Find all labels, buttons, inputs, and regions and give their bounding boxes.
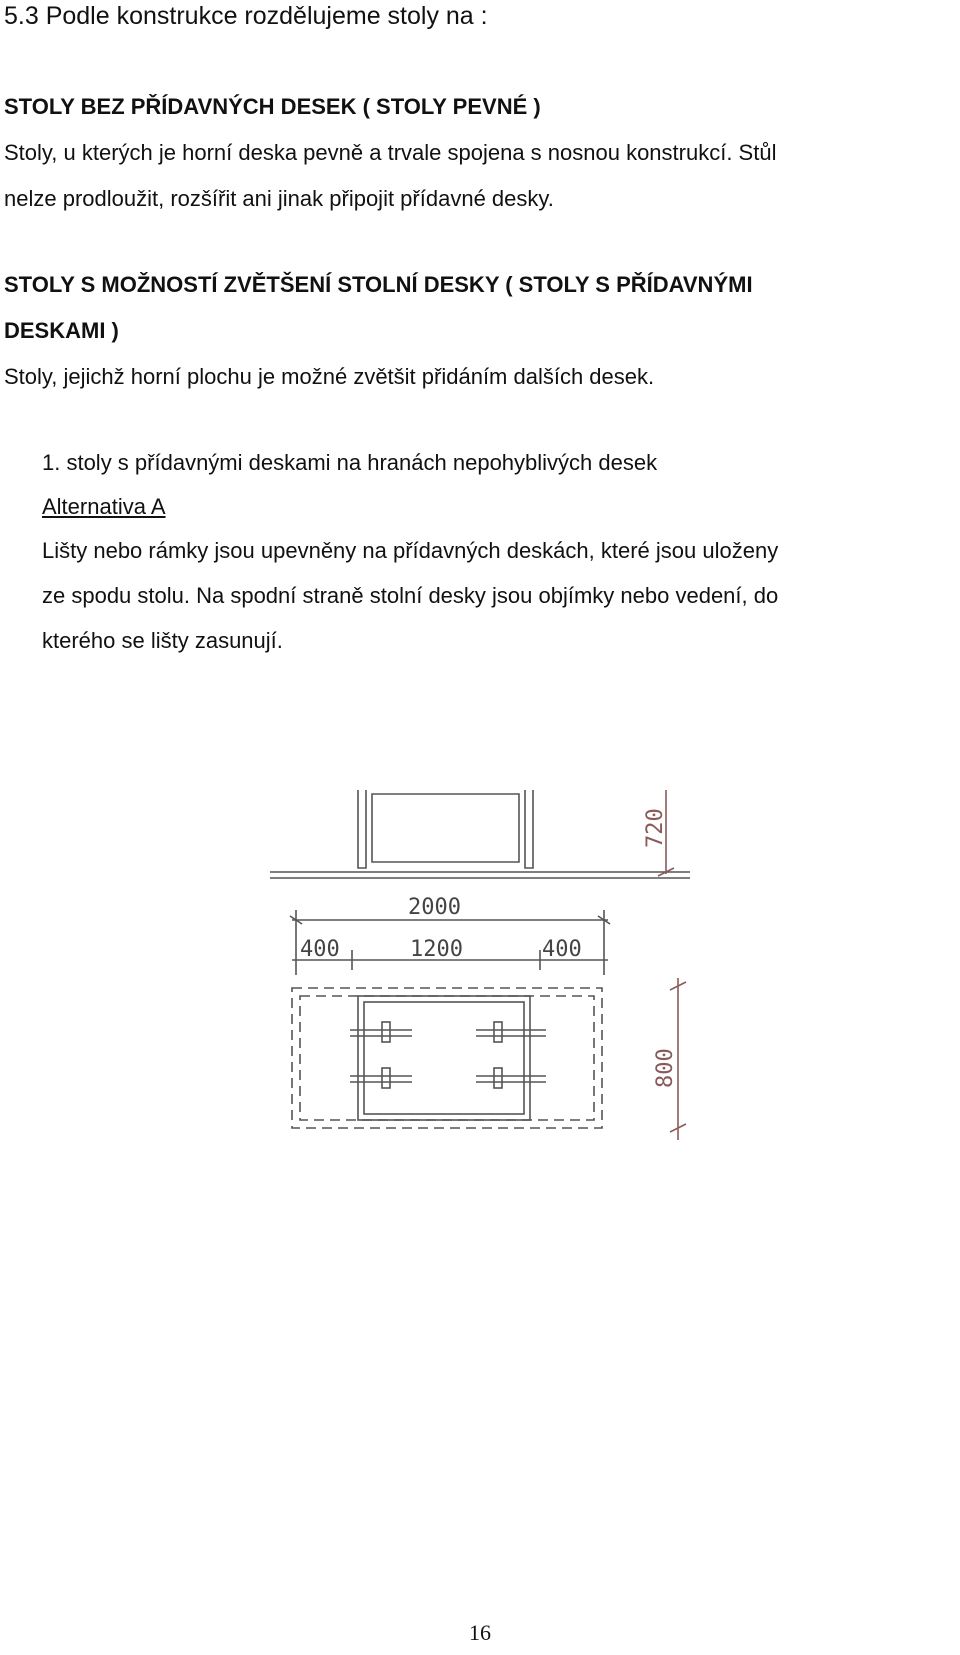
table-side-view (270, 790, 690, 878)
extendable-tables-heading-line-1: STOLY S MOŽNOSTÍ ZVĚTŠENÍ STOLNÍ DESKY ( STOLY S PŘÍDAVNÝMI (4, 272, 753, 297)
fixed-tables-text-line-2: nelze prodloužit, rozšířit ani jinak připojit přídavné desky. (4, 186, 554, 211)
dim-depth-label: 800 (653, 1048, 678, 1088)
table-top-frame (350, 996, 546, 1120)
dim-middle-label: 1200 (410, 937, 463, 962)
fixed-tables-heading: STOLY BEZ PŘÍDAVNÝCH DESEK ( STOLY PEVNÉ ) (4, 94, 541, 119)
item-1-text-line-2: ze spodu stolu. Na spodní straně stolní desky jsou objímky nebo vedení, do (42, 583, 779, 608)
extendable-tables-heading-line-2: DESKAMI ) (4, 318, 119, 343)
dim-height-label: 720 (643, 808, 668, 848)
dim-right-leaf-label: 400 (542, 937, 582, 962)
section-title: 5.3 Podle konstrukce rozdělujeme stoly na : (4, 2, 488, 30)
item-1-text-line-1: Lišty nebo rámky jsou upevněny na přídavných deskách, které jsou uloženy (42, 538, 779, 563)
item-1-text-line-3: kterého se lišty zasunují. (42, 628, 283, 653)
fixed-tables-text-line-1: Stoly, u kterých je horní deska pevně a trvale spojena s nosnou konstrukcí. Stůl (4, 140, 777, 165)
item-1-title: 1. stoly s přídavnými deskami na hranách nepohyblivých desek (42, 450, 658, 475)
extendable-tables-text: Stoly, jejichž horní plochu je možné zvětšit přidáním dalších desek. (4, 364, 655, 389)
table-top-view (292, 988, 602, 1128)
page-number: 16 (469, 1620, 491, 1645)
alternative-a-label: Alternativa A (42, 494, 166, 519)
dim-left-leaf-label: 400 (300, 937, 340, 962)
dim-total-length-label: 2000 (408, 895, 461, 920)
table-drawing (270, 790, 700, 1170)
